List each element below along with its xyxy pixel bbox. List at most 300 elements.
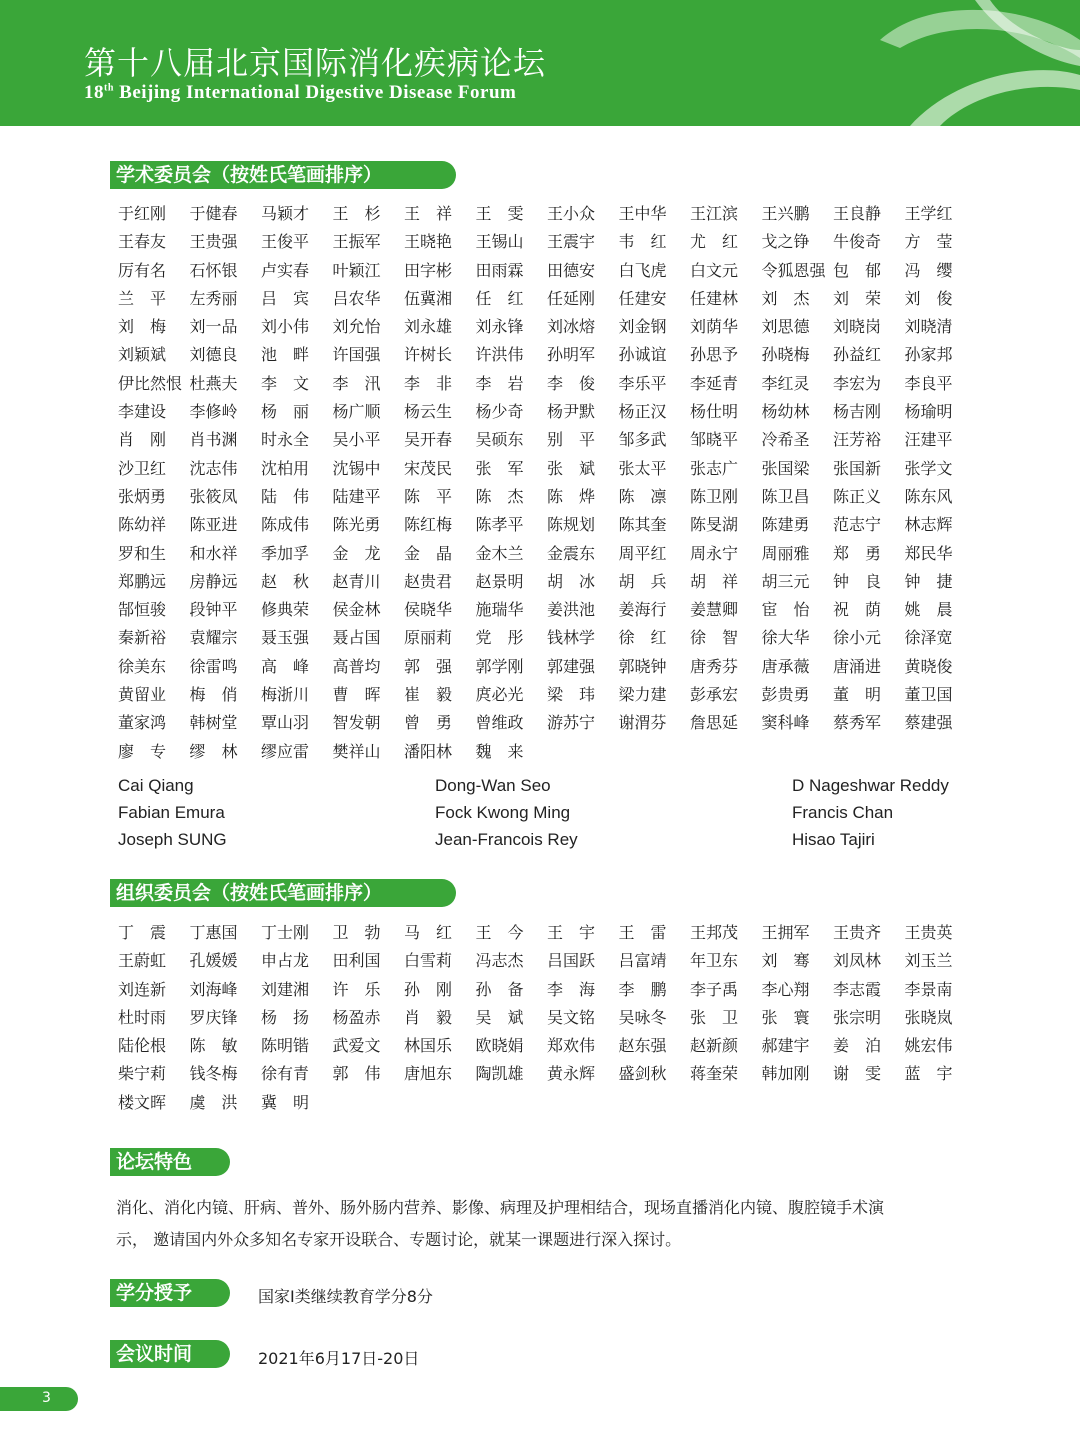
member-name: 刘 荣 xyxy=(833,288,882,308)
member-name: 张 军 xyxy=(475,458,524,478)
member-name: 陈孝平 xyxy=(475,515,524,535)
member-name: 陈光勇 xyxy=(332,515,381,535)
organizing-committee-label: 组织委员会（按姓氏笔画排序） xyxy=(110,879,456,907)
member-name: 彭贵勇 xyxy=(761,685,810,705)
member-name: 吴 斌 xyxy=(475,1007,524,1027)
swoosh-logo-icon xyxy=(840,0,1080,126)
member-name: 徐大华 xyxy=(761,628,810,648)
member-name: 杜燕夫 xyxy=(189,373,238,393)
member-name: 卫 勃 xyxy=(332,923,381,942)
member-name: 高 峰 xyxy=(261,656,310,676)
member-name: 姜海行 xyxy=(618,600,667,620)
member-name: 谢渭芬 xyxy=(618,713,667,733)
member-name: 王中华 xyxy=(618,204,667,223)
intl-member: Francis Chan xyxy=(792,803,894,822)
member-name: 王 杉 xyxy=(332,204,381,223)
member-name: 秦新裕 xyxy=(118,628,167,648)
member-name: 周永宁 xyxy=(690,543,739,563)
member-name: 彭承宏 xyxy=(690,685,739,705)
member-name: 金 龙 xyxy=(332,543,381,563)
member-name: 王学红 xyxy=(904,204,953,223)
member-name: 方 莹 xyxy=(904,232,953,252)
member-name: 缪应雷 xyxy=(261,741,310,761)
member-name: 刘思德 xyxy=(761,317,810,337)
member-name: 徐小元 xyxy=(833,628,882,648)
member-name: 王兴鹏 xyxy=(761,204,810,223)
member-name: 刘 梅 xyxy=(118,317,167,337)
member-name: 詹思延 xyxy=(690,713,739,733)
member-name: 陈 平 xyxy=(404,486,453,506)
member-name: 孙诚谊 xyxy=(618,345,667,365)
member-name: 柴宁莉 xyxy=(118,1064,167,1084)
member-name: 姜洪池 xyxy=(547,600,596,620)
member-name: 陈 敏 xyxy=(189,1036,238,1056)
member-name: 张炳勇 xyxy=(118,486,167,506)
member-name: 许洪伟 xyxy=(475,345,524,365)
member-name: 吴开春 xyxy=(404,430,453,450)
member-name: 刘荫华 xyxy=(690,317,739,337)
member-name: 李 非 xyxy=(404,373,453,393)
member-name: 许树长 xyxy=(404,345,453,365)
member-name: 杨瑜明 xyxy=(904,402,953,422)
member-name: 赵贵君 xyxy=(404,571,453,591)
member-name: 陈成伟 xyxy=(261,515,310,535)
member-name: 郜恒骏 xyxy=(118,600,167,620)
member-name: 吴咏冬 xyxy=(618,1007,667,1027)
member-name: 申占龙 xyxy=(261,951,310,971)
member-name: 邹多武 xyxy=(618,430,667,450)
member-name: 赵 秋 xyxy=(261,571,310,591)
member-name: 梅 俏 xyxy=(189,685,238,705)
member-name: 杨正汉 xyxy=(618,402,667,422)
meeting-time-value: 2021年6月17日-20日 xyxy=(258,1349,420,1368)
member-name: 孙 备 xyxy=(475,979,524,999)
member-name: 曾维政 xyxy=(475,713,524,733)
member-name: 冯 缨 xyxy=(904,260,953,280)
member-name: 刘冰熔 xyxy=(547,317,596,337)
member-name: 李宏为 xyxy=(833,373,882,393)
member-name: 伍冀湘 xyxy=(404,288,453,308)
member-name: 杨云生 xyxy=(404,402,453,422)
member-name: 曹 晖 xyxy=(332,685,381,705)
member-name: 杜时雨 xyxy=(118,1007,167,1027)
member-name: 李 岩 xyxy=(475,373,524,393)
member-name: 尤 红 xyxy=(690,232,739,252)
member-name: 徐 智 xyxy=(690,628,739,648)
member-name: 房静远 xyxy=(189,571,238,591)
member-name: 缪 林 xyxy=(189,741,238,761)
member-name: 李 汛 xyxy=(332,373,381,393)
member-name: 左秀丽 xyxy=(189,288,238,308)
member-name: 李乐平 xyxy=(618,373,667,393)
member-name: 林国乐 xyxy=(404,1036,453,1056)
member-name: 周丽雅 xyxy=(761,543,810,563)
intl-member: Fock Kwong Ming xyxy=(435,803,571,822)
member-name: 许国强 xyxy=(332,345,381,365)
member-name: 李建设 xyxy=(118,402,167,422)
member-name: 丁惠国 xyxy=(189,923,238,942)
member-name: 林志辉 xyxy=(904,515,953,535)
member-name: 郑 勇 xyxy=(833,543,882,563)
member-name: 王蔚虹 xyxy=(118,951,167,971)
member-name: 陈亚进 xyxy=(189,515,238,535)
member-name: 吕农华 xyxy=(332,288,381,308)
member-name: 崔 毅 xyxy=(404,685,453,705)
member-name: 徐雷鸣 xyxy=(189,656,238,676)
member-name: 孙明军 xyxy=(547,345,596,365)
member-name: 刘德良 xyxy=(189,345,238,365)
member-name: 李红灵 xyxy=(761,373,810,393)
member-name: 钱冬梅 xyxy=(189,1064,238,1084)
member-name: 石怀银 xyxy=(189,260,238,280)
member-name: 李 文 xyxy=(261,373,310,393)
member-name: 任建安 xyxy=(618,288,667,308)
member-name: 郭 强 xyxy=(404,656,453,676)
member-name: 郭晓钟 xyxy=(618,656,667,676)
member-name: 于健春 xyxy=(189,204,238,223)
member-name: 肖 刚 xyxy=(118,430,167,450)
member-name: 白雪莉 xyxy=(404,951,453,971)
member-name: 刘凤林 xyxy=(833,951,882,971)
member-name: 宦 怡 xyxy=(761,600,810,620)
member-name: 范志宁 xyxy=(833,515,882,535)
member-name: 胡 祥 xyxy=(690,571,739,591)
member-name: 任延刚 xyxy=(547,288,596,308)
organizing-committee-names xyxy=(118,919,976,1117)
member-name: 刘永雄 xyxy=(404,317,453,337)
member-name: 刘小伟 xyxy=(261,317,310,337)
member-name: 王锡山 xyxy=(475,232,524,252)
member-name: 刘晓清 xyxy=(904,317,953,337)
intl-members-col-3 xyxy=(792,772,949,853)
member-name: 李心翔 xyxy=(761,979,810,999)
member-name: 伊比然恨 xyxy=(118,373,183,393)
member-name: 冀 明 xyxy=(261,1092,310,1112)
features-text xyxy=(116,1192,976,1256)
member-name: 吴小平 xyxy=(332,430,381,450)
member-name: 武爱文 xyxy=(332,1036,381,1056)
member-name: 刘 俊 xyxy=(904,288,953,308)
member-name: 吕国跃 xyxy=(547,951,596,971)
member-name: 金 晶 xyxy=(404,543,453,563)
member-name: 孙思予 xyxy=(690,345,739,365)
member-name: 王贵齐 xyxy=(833,923,882,942)
member-name: 郭建强 xyxy=(547,656,596,676)
member-name: 姚 晨 xyxy=(904,600,953,620)
page-number: 3 xyxy=(42,1390,51,1406)
member-name: 别 平 xyxy=(547,430,596,450)
member-name: 杨少奇 xyxy=(475,402,524,422)
member-name: 黄留业 xyxy=(118,685,167,705)
member-name: 王 今 xyxy=(475,923,524,942)
member-name: 陈幼祥 xyxy=(118,515,167,535)
member-name: 刘建湘 xyxy=(261,979,310,999)
member-name: 杨广顺 xyxy=(332,402,381,422)
member-name: 王 宇 xyxy=(547,923,596,942)
intl-member: Dong-Wan Seo xyxy=(435,776,551,795)
member-name: 董家鸿 xyxy=(118,713,167,733)
member-name: 厉有名 xyxy=(118,260,167,280)
member-name: 刘金钢 xyxy=(618,317,667,337)
member-name: 杨 丽 xyxy=(261,402,310,422)
member-name: 李志霞 xyxy=(833,979,882,999)
intl-member: D Nageshwar Reddy xyxy=(792,776,949,795)
member-name: 杨 扬 xyxy=(261,1007,310,1027)
member-name: 宋茂民 xyxy=(404,458,453,478)
member-name: 施瑞华 xyxy=(475,600,524,620)
member-name: 陈卫刚 xyxy=(690,486,739,506)
member-name: 王贵英 xyxy=(904,923,953,942)
member-name: 吕富靖 xyxy=(618,951,667,971)
member-name: 孙益红 xyxy=(833,345,882,365)
member-name: 陈正义 xyxy=(833,486,882,506)
member-name: 肖 毅 xyxy=(404,1007,453,1027)
member-name: 张筱凤 xyxy=(189,486,238,506)
member-name: 孙 刚 xyxy=(404,979,453,999)
member-name: 王 祥 xyxy=(404,204,453,223)
features-line-2: 示， 邀请国内外众多知名专家开设联合、专题讨论，就某一课题进行深入探讨。 xyxy=(116,1230,682,1249)
member-name: 王拥军 xyxy=(761,923,810,942)
member-name: 修典荣 xyxy=(261,600,310,620)
member-name: 丁士刚 xyxy=(261,923,310,942)
member-name: 汪芳裕 xyxy=(833,430,882,450)
member-name: 楼文晖 xyxy=(118,1092,167,1112)
member-name: 刘 杰 xyxy=(761,288,810,308)
member-name: 田雨霖 xyxy=(475,260,524,280)
member-name: 刘海峰 xyxy=(189,979,238,999)
member-name: 赵新颜 xyxy=(690,1036,739,1056)
member-name: 池 畔 xyxy=(261,345,310,365)
member-name: 刘 骞 xyxy=(761,951,810,971)
member-name: 郑鹏远 xyxy=(118,571,167,591)
member-name: 原丽莉 xyxy=(404,628,453,648)
page-header xyxy=(0,0,1080,126)
member-name: 金木兰 xyxy=(475,543,524,563)
member-name: 陈红梅 xyxy=(404,515,453,535)
member-name: 智发朝 xyxy=(332,713,381,733)
member-name: 陶凯雄 xyxy=(475,1064,524,1084)
member-name: 陈建勇 xyxy=(761,515,810,535)
member-name: 王震宇 xyxy=(547,232,596,252)
member-name: 陈 烨 xyxy=(547,486,596,506)
member-name: 祝 荫 xyxy=(833,600,882,620)
member-name: 赵景明 xyxy=(475,571,524,591)
meeting-time-label: 会议时间 xyxy=(110,1340,230,1368)
member-name: 肖书渊 xyxy=(189,430,238,450)
member-name: 罗庆锋 xyxy=(189,1007,238,1027)
member-name: 董卫国 xyxy=(904,685,953,705)
member-name: 丁 震 xyxy=(118,923,167,942)
member-name: 许 乐 xyxy=(332,979,381,999)
member-name: 叶颖江 xyxy=(332,260,381,280)
member-name: 孙晓梅 xyxy=(761,345,810,365)
member-name: 潘阳林 xyxy=(404,741,453,761)
edition-suffix: th xyxy=(104,82,114,94)
member-name: 张 卫 xyxy=(690,1007,739,1027)
member-name: 田德安 xyxy=(547,260,596,280)
member-name: 马 红 xyxy=(404,923,453,942)
member-name: 廖 专 xyxy=(118,741,167,761)
member-name: 王江滨 xyxy=(690,204,739,223)
member-name: 周平红 xyxy=(618,543,667,563)
member-name: 李修岭 xyxy=(189,402,238,422)
member-name: 蓝 宇 xyxy=(904,1064,953,1084)
member-name: 党 彤 xyxy=(475,628,524,648)
intl-member: Fabian Emura xyxy=(118,803,225,822)
member-name: 任建林 xyxy=(690,288,739,308)
member-name: 张太平 xyxy=(618,458,667,478)
member-name: 杨仕明 xyxy=(690,402,739,422)
member-name: 庹必光 xyxy=(475,685,524,705)
member-name: 张国梁 xyxy=(761,458,810,478)
member-name: 沈柏用 xyxy=(261,458,310,478)
member-name: 王振军 xyxy=(332,232,381,252)
member-name: 金震东 xyxy=(547,543,596,563)
features-label: 论坛特色 xyxy=(110,1148,230,1176)
member-name: 刘永锋 xyxy=(475,317,524,337)
member-name: 姜慧卿 xyxy=(690,600,739,620)
member-name: 牛俊奇 xyxy=(833,232,882,252)
member-name: 王贵强 xyxy=(189,232,238,252)
member-name: 陈明锴 xyxy=(261,1036,310,1056)
member-name: 杨盈赤 xyxy=(332,1007,381,1027)
intl-member: Jean-Francois Rey xyxy=(435,830,578,849)
forum-title-en xyxy=(84,82,516,104)
member-name: 李 俊 xyxy=(547,373,596,393)
member-name: 姚宏伟 xyxy=(904,1036,953,1056)
member-name: 陆 伟 xyxy=(261,486,310,506)
member-name: 陈 凛 xyxy=(618,486,667,506)
features-line-1: 消化、消化内镜、肝病、普外、肠外肠内营养、影像、病理及护理相结合，现场直播消化内镜、腹腔镜手术演 xyxy=(116,1198,885,1217)
member-name: 陈旻湖 xyxy=(690,515,739,535)
member-name: 谢 雯 xyxy=(833,1064,882,1084)
member-name: 徐有青 xyxy=(261,1064,310,1084)
credits-value: 国家I类继续教育学分8分 xyxy=(258,1287,433,1306)
academic-committee-names xyxy=(118,200,976,766)
member-name: 陈其奎 xyxy=(618,515,667,535)
member-name: 沙卫红 xyxy=(118,458,167,478)
member-name: 沈志伟 xyxy=(189,458,238,478)
member-name: 唐旭东 xyxy=(404,1064,453,1084)
member-name: 蒋奎荣 xyxy=(690,1064,739,1084)
member-name: 虞 洪 xyxy=(189,1092,238,1112)
member-name: 侯晓华 xyxy=(404,600,453,620)
member-name: 陆建平 xyxy=(332,486,381,506)
member-name: 蔡秀军 xyxy=(833,713,882,733)
member-name: 魏 来 xyxy=(475,741,524,761)
member-name: 窦科峰 xyxy=(761,713,810,733)
member-name: 季加孚 xyxy=(261,543,310,563)
member-name: 卢实春 xyxy=(261,260,310,280)
member-name: 樊祥山 xyxy=(332,741,381,761)
member-name: 杨幼林 xyxy=(761,402,810,422)
member-name: 张志广 xyxy=(690,458,739,478)
member-name: 张晓岚 xyxy=(904,1007,953,1027)
member-name: 赵青川 xyxy=(332,571,381,591)
member-name: 张宗明 xyxy=(833,1007,882,1027)
member-name: 王小众 xyxy=(547,204,596,223)
member-name: 梁 玮 xyxy=(547,685,596,705)
member-name: 兰 平 xyxy=(118,288,167,308)
member-name: 张国新 xyxy=(833,458,882,478)
member-name: 曾 勇 xyxy=(404,713,453,733)
intl-member: Hisao Tajiri xyxy=(792,830,875,849)
member-name: 田字彬 xyxy=(404,260,453,280)
edition-number: 18 xyxy=(84,82,104,103)
member-name: 徐 红 xyxy=(618,628,667,648)
member-name: 王春友 xyxy=(118,232,167,252)
member-name: 董 明 xyxy=(833,685,882,705)
member-name: 田利国 xyxy=(332,951,381,971)
member-name: 刘玉兰 xyxy=(904,951,953,971)
member-name: 覃山羽 xyxy=(261,713,310,733)
member-name: 唐秀芬 xyxy=(690,656,739,676)
member-name: 韦 红 xyxy=(618,232,667,252)
member-name: 陈规划 xyxy=(547,515,596,535)
member-name: 李良平 xyxy=(904,373,953,393)
member-name: 冯志杰 xyxy=(475,951,524,971)
member-name: 汪建平 xyxy=(904,430,953,450)
page-number-tab xyxy=(0,1387,78,1411)
member-name: 沈锡中 xyxy=(332,458,381,478)
member-name: 胡三元 xyxy=(761,571,810,591)
member-name: 孔媛媛 xyxy=(189,951,238,971)
member-name: 黄晓俊 xyxy=(904,656,953,676)
member-name: 张 寰 xyxy=(761,1007,810,1027)
member-name: 李景南 xyxy=(904,979,953,999)
member-name: 聂占国 xyxy=(332,628,381,648)
member-name: 时永全 xyxy=(261,430,310,450)
member-name: 梅浙川 xyxy=(261,685,310,705)
member-name: 段钟平 xyxy=(189,600,238,620)
member-name: 王 雷 xyxy=(618,923,667,942)
intl-member: Cai Qiang xyxy=(118,776,194,795)
member-name: 盛剑秋 xyxy=(618,1064,667,1084)
member-name: 侯金林 xyxy=(332,600,381,620)
member-name: 黄永辉 xyxy=(547,1064,596,1084)
member-name: 李 鹏 xyxy=(618,979,667,999)
member-name: 钟 捷 xyxy=(904,571,953,591)
member-name: 欧晓娟 xyxy=(475,1036,524,1056)
member-name: 和水祥 xyxy=(189,543,238,563)
member-name: 袁耀宗 xyxy=(189,628,238,648)
member-name: 游苏宁 xyxy=(547,713,596,733)
member-name: 白飞虎 xyxy=(618,260,667,280)
member-name: 高普均 xyxy=(332,656,381,676)
intl-members-col-1 xyxy=(118,772,227,853)
forum-title-cn: 第十八届北京国际消化疾病论坛 xyxy=(84,44,547,82)
member-name: 王邦茂 xyxy=(690,923,739,942)
member-name: 姜 泊 xyxy=(833,1036,882,1056)
credits-label: 学分授予 xyxy=(110,1279,230,1307)
member-name: 陈卫昌 xyxy=(761,486,810,506)
member-name: 郑欢伟 xyxy=(547,1036,596,1056)
member-name: 杨尹默 xyxy=(547,402,596,422)
forum-name-en: Beijing International Digestive Disease Forum xyxy=(113,82,517,103)
member-name: 韩树堂 xyxy=(189,713,238,733)
member-name: 白文元 xyxy=(690,260,739,280)
member-name: 郑民华 xyxy=(904,543,953,563)
member-name: 陈 杰 xyxy=(475,486,524,506)
member-name: 王良静 xyxy=(833,204,882,223)
member-name: 刘颖斌 xyxy=(118,345,167,365)
academic-committee-label: 学术委员会（按姓氏笔画排序） xyxy=(110,161,456,189)
member-name: 李延青 xyxy=(690,373,739,393)
member-name: 徐泽宽 xyxy=(904,628,953,648)
member-name: 钟 良 xyxy=(833,571,882,591)
member-name: 赵东强 xyxy=(618,1036,667,1056)
member-name: 李子禹 xyxy=(690,979,739,999)
